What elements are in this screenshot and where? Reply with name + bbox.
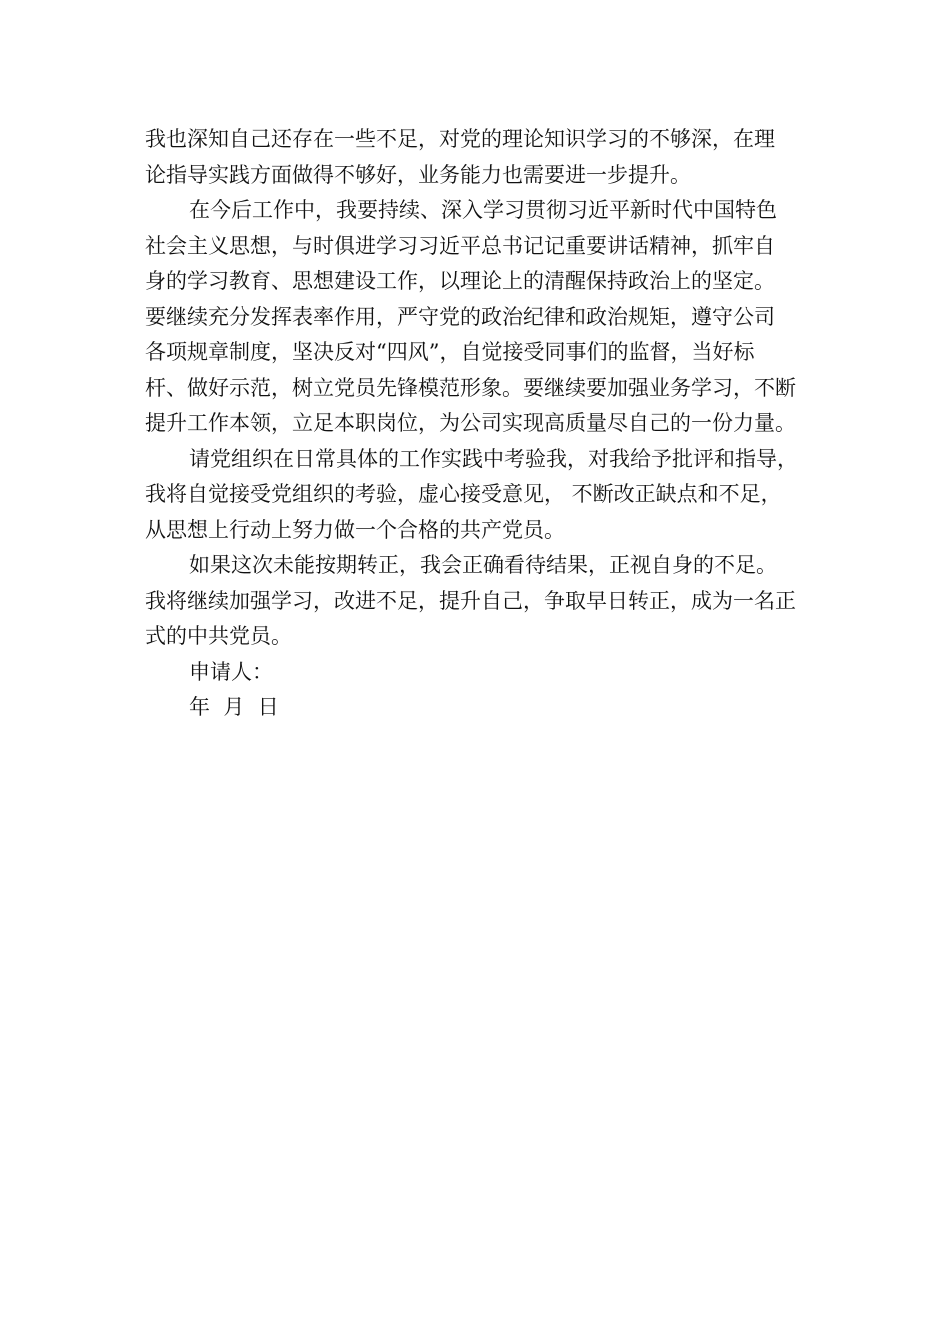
date-line: 年 月 日 — [189, 695, 279, 719]
text-line: 我也深知自己还存在一些不足，对党的理论知识学习的不够深，在理 — [145, 127, 775, 151]
paragraph-start-line: 请党组织在日常具体的工作实践中考验我，对我给予批评和指导， — [189, 446, 798, 471]
text-line: 社会主义思想，与时俱进学习习近平总书记记重要讲话精神，抓牢自 — [145, 233, 775, 258]
text-line: 从思想上行动上努力做一个合格的共产党员。 — [145, 517, 565, 542]
text-line: 论指导实践方面做得不够好，业务能力也需要进一步提升。 — [145, 162, 691, 187]
text-line: 式的中共党员。 — [145, 624, 292, 648]
text-line: 身的学习教育、思想建设工作，以理论上的清醒保持政治上的坚定。 — [145, 269, 775, 293]
text-line: 杆、做好示范，树立党员先锋模范形象。要继续要加强业务学习，不断 — [145, 375, 796, 400]
text-line: 我将自觉接受党组织的考验，虚心接受意见， 不断改正缺点和不足， — [145, 482, 782, 506]
document-body — [145, 122, 810, 726]
text-line: 要继续充分发挥表率作用，严守党的政治纪律和政治规矩，遵守公司 — [145, 304, 775, 329]
text-line: 各项规章制度，坚决反对“四风”，自觉接受同事们的监督，当好标 — [145, 340, 755, 364]
paragraph-start-line: 如果这次未能按期转正，我会正确看待结果，正视自身的不足。 — [189, 553, 777, 577]
text-line: 提升工作本领，立足本职岗位，为公司实现高质量尽自己的一份力量。 — [145, 411, 796, 435]
paragraph-start-line: 在今后工作中，我要持续、深入学习贯彻习近平新时代中国特色 — [189, 198, 777, 222]
applicant-signature-line: 申请人： — [189, 659, 273, 684]
text-line: 我将继续加强学习，改进不足，提升自己，争取早日转正，成为一名正 — [145, 588, 796, 613]
